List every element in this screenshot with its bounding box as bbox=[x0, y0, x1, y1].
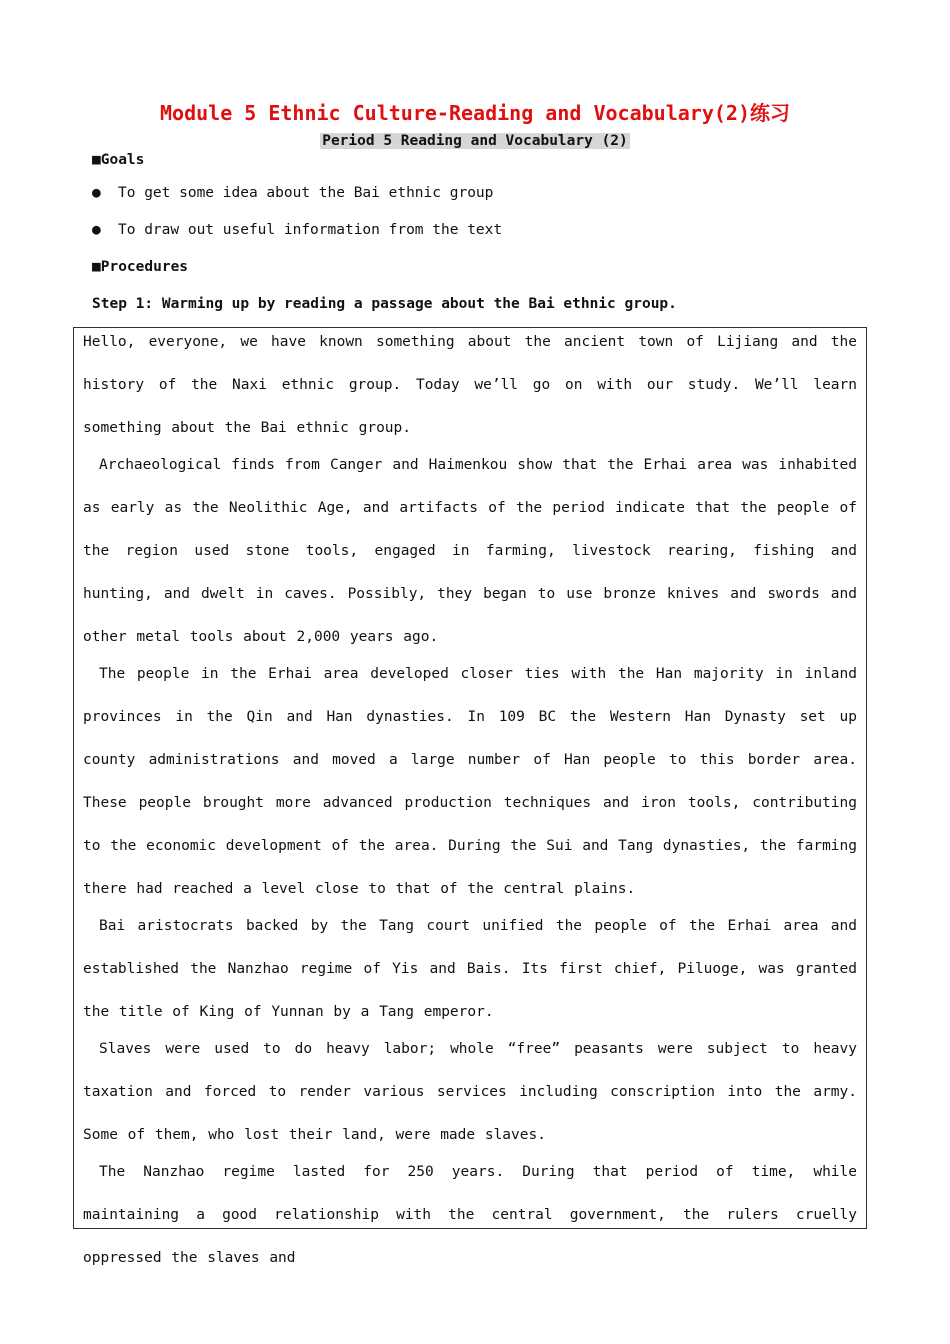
goal-item-1 bbox=[92, 184, 493, 202]
bullet-icon: ● bbox=[92, 185, 101, 201]
passage-box bbox=[73, 327, 867, 1266]
passage-paragraph-1: Hello, everyone, we have known something about the ancient town of Lijiang and the history of the Naxi ethnic group. Today we’ll go on with our study. We’ll learn something about the Bai ethnic group. bbox=[83, 334, 857, 436]
procedures-heading: ■Procedures bbox=[92, 259, 189, 275]
passage-paragraph-3: The people in the Erhai area developed closer ties with the Han majority in inland provinces in the Qin and Han dynasties. In 109 BC the Western Han Dynasty set up county administrations and moved a large number of Han people to this border area. These people brought more advanced production techniques and iron tools, contributing to the economic development of the area. During the Sui and Tang dynasties, the farming there had reached a level close to that of the central plains. bbox=[83, 666, 857, 897]
goal-text-1: To get some idea about the Bai ethnic group bbox=[118, 185, 494, 201]
document-title: Module 5 Ethnic Culture-Reading and Vocabulary(2)练习 bbox=[159, 101, 790, 125]
period-subtitle: Period 5 Reading and Vocabulary (2) bbox=[322, 133, 628, 149]
bullet-icon: ● bbox=[92, 222, 101, 238]
passage-paragraph-5: Slaves were used to do heavy labor; whole “free” peasants were subject to heavy taxation and forced to render various services including conscription into the army. Some of them, who lost their land, were made slaves. bbox=[83, 1041, 857, 1143]
goals-heading: ■Goals bbox=[92, 152, 145, 168]
goal-item-2 bbox=[92, 221, 502, 239]
subtitle-row bbox=[0, 130, 950, 150]
passage-paragraph-6: The Nanzhao regime lasted for 250 years. During that period of time, while maintaining a good relationship with the central government, the rulers cruelly oppressed the slaves and bbox=[83, 1164, 857, 1266]
step-1-heading: Step 1: Warming up by reading a passage about the Bai ethnic group. bbox=[92, 296, 677, 312]
goal-text-2: To draw out useful information from the text bbox=[118, 222, 503, 238]
passage-paragraph-2: Archaeological finds from Canger and Haimenkou show that the Erhai area was inhabited as early as the Neolithic Age, and artifacts of the period indicate that the people of the region used stone tools, engaged in farming, livestock rearing, fishing and hunting, and dwelt in caves. Possibly, they began to use bronze knives and swords and other metal tools about 2,000 years ago. bbox=[83, 457, 857, 645]
passage-paragraph-4: Bai aristocrats backed by the Tang court unified the people of the Erhai area and established the Nanzhao regime of Yis and Bais. Its first chief, Piluoge, was granted the title of King of Yunnan by a Tang emperor. bbox=[83, 918, 857, 1020]
